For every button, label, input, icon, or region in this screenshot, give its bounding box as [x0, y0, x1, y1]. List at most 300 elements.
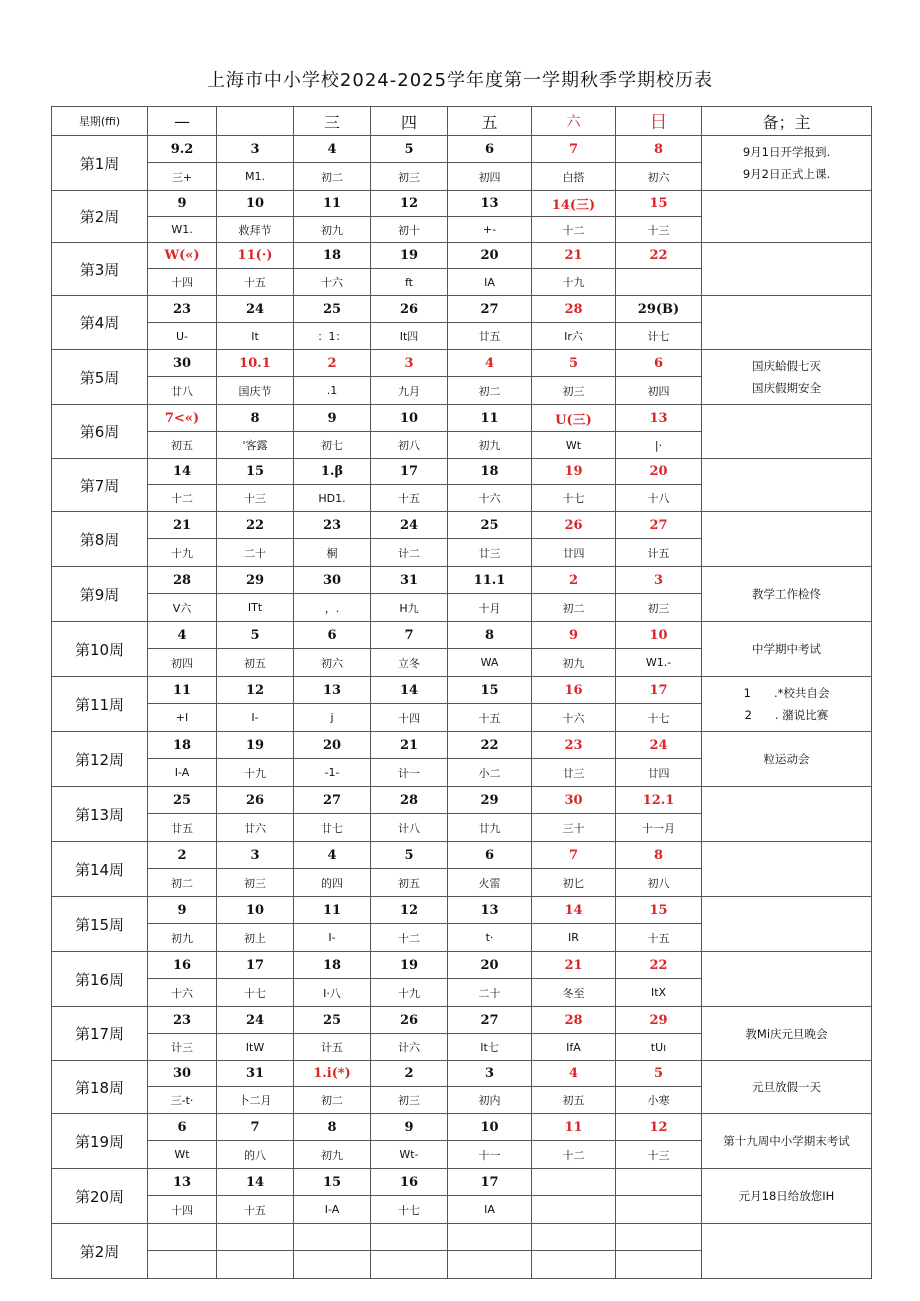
remark-cell	[702, 136, 872, 191]
day-number: 25	[294, 296, 371, 323]
day-number: 11	[448, 405, 532, 432]
lunar-date: Ir六	[532, 323, 616, 350]
lunar-date: I-	[294, 924, 371, 952]
day-number: 3	[616, 567, 702, 594]
day-number	[148, 1224, 217, 1251]
lunar-date: 初三	[532, 377, 616, 405]
day-number: 22	[616, 952, 702, 979]
lunar-date: 初上	[217, 924, 294, 952]
lunar-date: 十七	[532, 485, 616, 512]
day-number: 20	[294, 732, 371, 759]
lunar-date: 小寒	[616, 1087, 702, 1114]
day-number: 19	[217, 732, 294, 759]
lunar-date: 十一	[448, 1141, 532, 1169]
day-number: 14(三)	[532, 191, 616, 217]
lunar-date: I-A	[294, 1196, 371, 1224]
lunar-date: 初十	[371, 217, 448, 243]
lunar-date: .1	[294, 377, 371, 405]
lunar-date	[448, 1251, 532, 1279]
day-number: 26	[371, 1007, 448, 1034]
day-number: 7	[532, 842, 616, 869]
header-fri: 五	[448, 107, 532, 136]
day-number: 27	[448, 296, 532, 323]
day-number: 19	[371, 952, 448, 979]
lunar-date: 十九	[148, 539, 217, 567]
header-wed: 三	[294, 107, 371, 136]
remark-cell	[702, 405, 872, 459]
remark-cell	[702, 787, 872, 842]
day-number: 29(B)	[616, 296, 702, 323]
header-tue	[217, 107, 294, 136]
day-number: 13	[448, 897, 532, 924]
day-number: 11	[532, 1114, 616, 1141]
lunar-date: M1.	[217, 163, 294, 191]
lunar-date	[217, 1251, 294, 1279]
lunar-date	[148, 1251, 217, 1279]
day-number: 1.i(*)	[294, 1061, 371, 1087]
day-number: 7	[532, 136, 616, 163]
week-label: 第19周	[52, 1114, 148, 1169]
remark-cell	[702, 296, 872, 350]
lunar-date	[616, 1196, 702, 1224]
lunar-date: 廿五	[448, 323, 532, 350]
lunar-date: It	[217, 323, 294, 350]
day-number: 9	[148, 897, 217, 924]
day-number: 28	[532, 1007, 616, 1034]
lunar-date: 计一	[371, 759, 448, 787]
lunar-date: Wt-	[371, 1141, 448, 1169]
week-label: 第10周	[52, 622, 148, 677]
remark-line: 元月18日给放您IH	[738, 1189, 835, 1203]
lunar-date: 十五	[448, 704, 532, 732]
lunar-date: 初三	[371, 163, 448, 191]
week-label: 第11周	[52, 677, 148, 732]
remark-cell	[702, 1007, 872, 1061]
remark-cell	[702, 567, 872, 622]
day-number: 25	[448, 512, 532, 539]
day-number: 18	[294, 952, 371, 979]
week-row	[52, 732, 872, 759]
lunar-date: ItX	[616, 979, 702, 1007]
remark-line: 9月1日开学报到.	[742, 145, 831, 159]
lunar-date: W1.-	[616, 649, 702, 677]
lunar-date: 初五	[217, 649, 294, 677]
day-number: 15	[294, 1169, 371, 1196]
day-number: 14	[371, 677, 448, 704]
day-number: 18	[294, 243, 371, 269]
day-number: 15	[616, 897, 702, 924]
week-label: 第12周	[52, 732, 148, 787]
day-number: 2	[371, 1061, 448, 1087]
week-row	[52, 842, 872, 869]
lunar-date	[532, 1251, 616, 1279]
lunar-date: j	[294, 704, 371, 732]
day-number: 14	[217, 1169, 294, 1196]
day-number: 13	[448, 191, 532, 217]
day-number: 23	[294, 512, 371, 539]
lunar-date: 廿四	[532, 539, 616, 567]
day-number: 8	[448, 622, 532, 649]
day-number: 12	[217, 677, 294, 704]
day-number: 5	[616, 1061, 702, 1087]
week-row	[52, 296, 872, 323]
day-number: 22	[616, 243, 702, 269]
lunar-date: 九月	[371, 377, 448, 405]
day-number: 12.1	[616, 787, 702, 814]
day-number: 8	[294, 1114, 371, 1141]
week-row	[52, 459, 872, 485]
lunar-date: 初二	[294, 1087, 371, 1114]
day-number: 4	[532, 1061, 616, 1087]
lunar-date: 初四	[448, 163, 532, 191]
day-number: 19	[371, 243, 448, 269]
remark-cell	[702, 1061, 872, 1114]
day-number: 15	[217, 459, 294, 485]
remark-line: 第十九周中小学期末考试	[723, 1134, 850, 1148]
day-number: 28	[532, 296, 616, 323]
lunar-date: WA	[448, 649, 532, 677]
lunar-date: 计五	[294, 1034, 371, 1061]
day-number	[616, 1169, 702, 1196]
day-number: U(三)	[532, 405, 616, 432]
lunar-date: 十二	[148, 485, 217, 512]
day-number: 23	[532, 732, 616, 759]
day-number: 26	[532, 512, 616, 539]
day-number: 27	[616, 512, 702, 539]
remark-line: 1 .*校共自会	[743, 686, 830, 700]
day-number: 6	[616, 350, 702, 377]
remark-cell	[702, 677, 872, 732]
day-number: 24	[217, 296, 294, 323]
header-mon: —	[148, 107, 217, 136]
day-number	[294, 1224, 371, 1251]
lunar-date: I·八	[294, 979, 371, 1007]
week-label: 第1周	[52, 136, 148, 191]
lunar-date: 冬至	[532, 979, 616, 1007]
lunar-date: 十一月	[616, 814, 702, 842]
lunar-date: 十三	[616, 1141, 702, 1169]
lunar-date: ft	[371, 269, 448, 296]
day-number: 5	[532, 350, 616, 377]
day-number: 3	[371, 350, 448, 377]
lunar-date: 初九	[294, 217, 371, 243]
week-label: 第13周	[52, 787, 148, 842]
remark-cell	[702, 1114, 872, 1169]
lunar-date: +I	[148, 704, 217, 732]
lunar-date	[371, 1251, 448, 1279]
lunar-date	[616, 269, 702, 296]
header-sat: 六	[532, 107, 616, 136]
week-row	[52, 1224, 872, 1251]
day-number: 2	[532, 567, 616, 594]
lunar-date: 十五	[217, 269, 294, 296]
day-number: 9	[294, 405, 371, 432]
lunar-date: 十六	[448, 485, 532, 512]
week-label: 第20周	[52, 1169, 148, 1224]
day-number: 25	[148, 787, 217, 814]
lunar-date: 二十	[448, 979, 532, 1007]
lunar-date: 初四	[148, 649, 217, 677]
day-number: 21	[532, 243, 616, 269]
day-number: 22	[448, 732, 532, 759]
week-label: 第8周	[52, 512, 148, 567]
lunar-date: 桐	[294, 539, 371, 567]
week-row	[52, 136, 872, 163]
day-number: 12	[371, 897, 448, 924]
lunar-date: I-A	[148, 759, 217, 787]
week-row	[52, 243, 872, 269]
day-number: 20	[616, 459, 702, 485]
week-label: 第16周	[52, 952, 148, 1007]
day-number: 3	[217, 136, 294, 163]
day-number: 11	[294, 897, 371, 924]
lunar-date: 白搭	[532, 163, 616, 191]
week-label: 第3周	[52, 243, 148, 296]
lunar-date: 小二	[448, 759, 532, 787]
lunar-date: 计二	[371, 539, 448, 567]
remark-line: 教Mi庆元旦晚会	[745, 1026, 828, 1041]
day-number: 29	[217, 567, 294, 594]
week-row	[52, 1169, 872, 1196]
lunar-date: 初二	[532, 594, 616, 622]
day-number: 28	[148, 567, 217, 594]
day-number: 29	[616, 1007, 702, 1034]
day-number: 24	[217, 1007, 294, 1034]
lunar-date: IA	[448, 269, 532, 296]
day-number: 11	[148, 677, 217, 704]
week-label: 第15周	[52, 897, 148, 952]
lunar-date: Wt	[532, 432, 616, 459]
lunar-date: 初内	[448, 1087, 532, 1114]
day-number	[532, 1169, 616, 1196]
day-number: 13	[294, 677, 371, 704]
remark-line: 粒运动会	[763, 752, 810, 766]
week-row	[52, 677, 872, 704]
remark-cell	[702, 243, 872, 296]
week-row	[52, 897, 872, 924]
day-number: 19	[532, 459, 616, 485]
day-number: 30	[294, 567, 371, 594]
lunar-date: I-	[217, 704, 294, 732]
lunar-date: It四	[371, 323, 448, 350]
day-number: 17	[616, 677, 702, 704]
week-row	[52, 1061, 872, 1087]
lunar-date: 的八	[217, 1141, 294, 1169]
lunar-date: 初八	[616, 869, 702, 897]
day-number: 7	[371, 622, 448, 649]
day-number: 15	[616, 191, 702, 217]
day-number: 6	[448, 842, 532, 869]
day-number: 26	[217, 787, 294, 814]
day-number: 10.1	[217, 350, 294, 377]
week-row	[52, 622, 872, 649]
day-number: 14	[148, 459, 217, 485]
lunar-date: ，.	[294, 594, 371, 622]
day-number	[371, 1224, 448, 1251]
remark-line: 2 . 潴说比赛	[744, 708, 829, 722]
remark-cell	[702, 1169, 872, 1224]
day-number: 6	[148, 1114, 217, 1141]
remark-line: 国庆蛤假七灭	[752, 359, 821, 373]
week-label: 第2周	[52, 191, 148, 243]
day-number: 31	[217, 1061, 294, 1087]
lunar-date: W1.	[148, 217, 217, 243]
day-number: 3	[448, 1061, 532, 1087]
lunar-date: 初三	[616, 594, 702, 622]
remark-line: 中学期中考试	[752, 642, 821, 656]
lunar-date: tUı	[616, 1034, 702, 1061]
lunar-date: 十六	[148, 979, 217, 1007]
remark-cell	[702, 952, 872, 1007]
lunar-date: '客露	[217, 432, 294, 459]
lunar-date: 三-t·	[148, 1087, 217, 1114]
day-number: 20	[448, 243, 532, 269]
remark-cell	[702, 622, 872, 677]
lunar-date: 廿七	[294, 814, 371, 842]
lunar-date: 国庆节	[217, 377, 294, 405]
lunar-date: 的四	[294, 869, 371, 897]
lunar-date: 初二	[448, 377, 532, 405]
week-label: 第2周	[52, 1224, 148, 1279]
day-number: 5	[371, 842, 448, 869]
lunar-date: 十七	[616, 704, 702, 732]
day-number: 2	[148, 842, 217, 869]
lunar-date: 计五	[616, 539, 702, 567]
remark-line: 国庆假期安全	[752, 381, 821, 395]
day-number: 17	[448, 1169, 532, 1196]
day-number: 16	[148, 952, 217, 979]
day-number: 10	[217, 191, 294, 217]
day-number: 25	[294, 1007, 371, 1034]
calendar-table	[51, 106, 872, 1279]
lunar-date: It七	[448, 1034, 532, 1061]
lunar-date: |·	[616, 432, 702, 459]
lunar-date: HD1.	[294, 485, 371, 512]
day-number: 9	[371, 1114, 448, 1141]
day-number: 11(·)	[217, 243, 294, 269]
lunar-date: ITt	[217, 594, 294, 622]
day-number: 29	[448, 787, 532, 814]
day-number: 4	[294, 136, 371, 163]
lunar-date: 计三	[148, 1034, 217, 1061]
header-row	[52, 107, 872, 136]
week-label: 第6周	[52, 405, 148, 459]
lunar-date: 十二	[371, 924, 448, 952]
lunar-date: U-	[148, 323, 217, 350]
week-row	[52, 350, 872, 377]
lunar-date	[616, 1251, 702, 1279]
day-number: 17	[217, 952, 294, 979]
day-number: 4	[148, 622, 217, 649]
lunar-date: 十三	[616, 217, 702, 243]
lunar-date: 十七	[371, 1196, 448, 1224]
day-number: 16	[371, 1169, 448, 1196]
lunar-date: 廿三	[448, 539, 532, 567]
lunar-date: 初五	[371, 869, 448, 897]
header-remark: 备；主	[702, 107, 872, 136]
week-row	[52, 405, 872, 432]
day-number: 4	[294, 842, 371, 869]
lunar-date: 初六	[294, 649, 371, 677]
lunar-date: 十六	[294, 269, 371, 296]
week-label: 第18周	[52, 1061, 148, 1114]
day-number: 17	[371, 459, 448, 485]
day-number: 15	[448, 677, 532, 704]
week-row	[52, 191, 872, 217]
day-number: 8	[616, 136, 702, 163]
lunar-date: -1-	[294, 759, 371, 787]
day-number: 21	[532, 952, 616, 979]
day-number: W(«)	[148, 243, 217, 269]
lunar-date: 初九	[448, 432, 532, 459]
lunar-date: IR	[532, 924, 616, 952]
lunar-date: 初二	[148, 869, 217, 897]
lunar-date: V六	[148, 594, 217, 622]
lunar-date: 二十	[217, 539, 294, 567]
lunar-date: 初七	[294, 432, 371, 459]
lunar-date: IfA	[532, 1034, 616, 1061]
lunar-date: 初八	[371, 432, 448, 459]
lunar-date: 初九	[532, 649, 616, 677]
lunar-date: 十三	[217, 485, 294, 512]
lunar-date: IA	[448, 1196, 532, 1224]
week-row	[52, 567, 872, 594]
lunar-date: 廿九	[448, 814, 532, 842]
remark-line: 9月2日正式上课.	[742, 167, 831, 181]
day-number: 28	[371, 787, 448, 814]
remark-cell	[702, 350, 872, 405]
day-number	[616, 1224, 702, 1251]
lunar-date: Wt	[148, 1141, 217, 1169]
day-number: 9	[148, 191, 217, 217]
lunar-date: 初六	[616, 163, 702, 191]
remark-line: 教学工作检佟	[752, 587, 821, 601]
day-number: 13	[148, 1169, 217, 1196]
lunar-date: 廿五	[148, 814, 217, 842]
lunar-date: 十二	[532, 1141, 616, 1169]
lunar-date: 初九	[148, 924, 217, 952]
day-number: 8	[616, 842, 702, 869]
day-number: 21	[148, 512, 217, 539]
lunar-date: 计六	[371, 1034, 448, 1061]
day-number: 31	[371, 567, 448, 594]
week-label: 第7周	[52, 459, 148, 512]
week-label: 第5周	[52, 350, 148, 405]
lunar-date: 廿六	[217, 814, 294, 842]
lunar-date: ItW	[217, 1034, 294, 1061]
day-number: 24	[371, 512, 448, 539]
lunar-date: 初五	[532, 1087, 616, 1114]
day-number: 16	[532, 677, 616, 704]
lunar-date: 初五	[148, 432, 217, 459]
lunar-date: 十五	[217, 1196, 294, 1224]
lunar-date: +-	[448, 217, 532, 243]
day-number: 21	[371, 732, 448, 759]
lunar-date: 十九	[217, 759, 294, 787]
day-number: 10	[371, 405, 448, 432]
lunar-date: H九	[371, 594, 448, 622]
remark-cell	[702, 512, 872, 567]
lunar-date: 十九	[371, 979, 448, 1007]
day-number: 1.β	[294, 459, 371, 485]
day-number: 23	[148, 1007, 217, 1034]
lunar-date: 十九	[532, 269, 616, 296]
remark-cell	[702, 842, 872, 897]
lunar-date: 初二	[294, 163, 371, 191]
lunar-date: 十四	[371, 704, 448, 732]
day-number: 30	[148, 1061, 217, 1087]
day-number: 27	[294, 787, 371, 814]
